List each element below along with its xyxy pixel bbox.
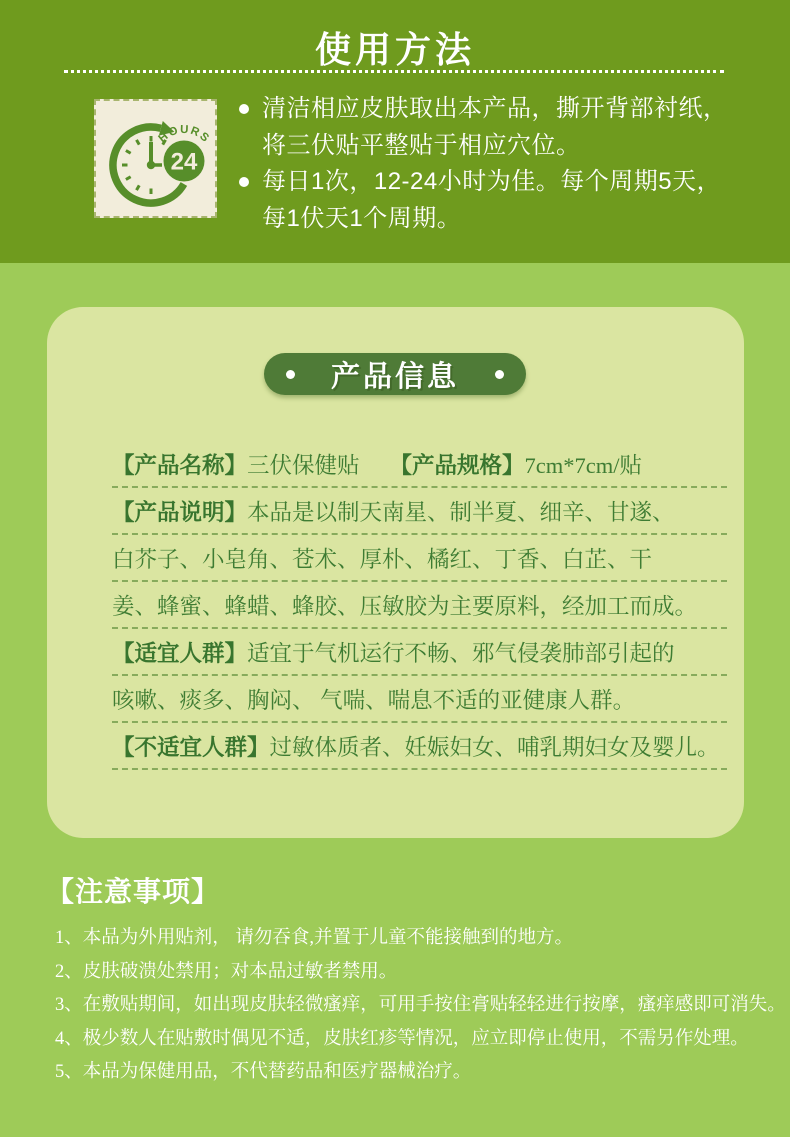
table-row (112, 535, 727, 582)
usage-item (239, 164, 739, 237)
spec-value: 咳嗽、痰多、胸闷、 气喘、喘息不适的亚健康人群。 (112, 687, 636, 713)
product-info-title: 产品信息 (330, 360, 459, 393)
spec-label: 【适宜人群】 (112, 640, 248, 666)
table-row (112, 629, 727, 676)
usage-instructions (239, 91, 739, 237)
table-row (112, 582, 727, 629)
table-row (112, 488, 727, 535)
pill-dot-left-icon (286, 370, 295, 379)
usage-line: 将三伏贴平整贴于相应穴位。 (262, 131, 581, 159)
spec-value: 适宜于气机运行不畅、邪气侵袭肺部引起的 (247, 640, 675, 666)
product-info-card (47, 307, 744, 838)
usage-item (239, 91, 739, 164)
precautions-title: 【注意事项】 (46, 876, 221, 907)
bullet-icon (239, 104, 249, 114)
list-item: 2、皮肤破溃处禁用；对本品过敏者禁用。 (55, 961, 398, 982)
spec-value: 三伏保健贴 (247, 452, 360, 478)
spec-value: 本品是以制天南星、制半夏、细辛、甘遂、 (247, 499, 675, 525)
usage-line: 每1伏天1个周期。 (262, 204, 462, 232)
spec-label: 【不适宜人群】 (112, 734, 270, 760)
usage-line: 每日1次，12-24小时为佳。每个周期5天， (262, 168, 722, 195)
list-item: 4、极少数人在贴敷时偶见不适，皮肤红疹等情况，应立即停止使用，不需另作处理。 (55, 1028, 749, 1049)
spec-label: 【产品说明】 (112, 499, 248, 525)
list-item: 3、在敷贴期间，如出现皮肤轻微瘙痒，可用手按住膏贴轻轻进行按摩，瘙痒感即可消失。 (55, 995, 786, 1015)
table-row (112, 723, 727, 770)
list-item: 5、本品为保健用品，不代替药品和医疗器械治疗。 (55, 1062, 472, 1082)
usage-section (0, 0, 790, 263)
table-row (112, 676, 727, 723)
bullet-icon (239, 177, 249, 187)
spec-value: 过敏体质者、妊娠妇女、哺乳期妇女及婴儿。 (269, 734, 720, 760)
badge-hours-label: HOURS (156, 123, 212, 146)
spec-value: 姜、蜂蜜、蜂蜡、蜂胶、压敏胶为主要原料，经加工而成。 (112, 593, 698, 619)
table-row (112, 441, 727, 488)
badge-number: 24 (170, 148, 197, 176)
spec-value: 白芥子、小皂角、苍术、厚朴、橘红、丁香、白芷、干 (112, 546, 653, 572)
usage-section-title: 使用方法 (314, 29, 475, 70)
product-spec-table (112, 441, 727, 770)
24-hours-stamp (94, 99, 217, 218)
list-item: 1、本品为外用贴剂， 请勿吞食,并置于儿童不能接触到的地方。 (55, 928, 574, 948)
precautions-list (55, 922, 785, 1090)
spec-value: 7cm*7cm/贴 (524, 452, 643, 478)
product-info-header-pill (264, 353, 526, 395)
24-hours-clock-icon (99, 103, 213, 214)
clock-center-dot (146, 161, 154, 169)
dotted-divider (64, 70, 724, 73)
spec-label: 【产品规格】 (389, 452, 525, 478)
spec-label: 【产品名称】 (112, 452, 248, 478)
pill-dot-right-icon (495, 370, 504, 379)
usage-line: 清洁相应皮肤取出本产品，撕开背部衬纸， (262, 95, 728, 122)
